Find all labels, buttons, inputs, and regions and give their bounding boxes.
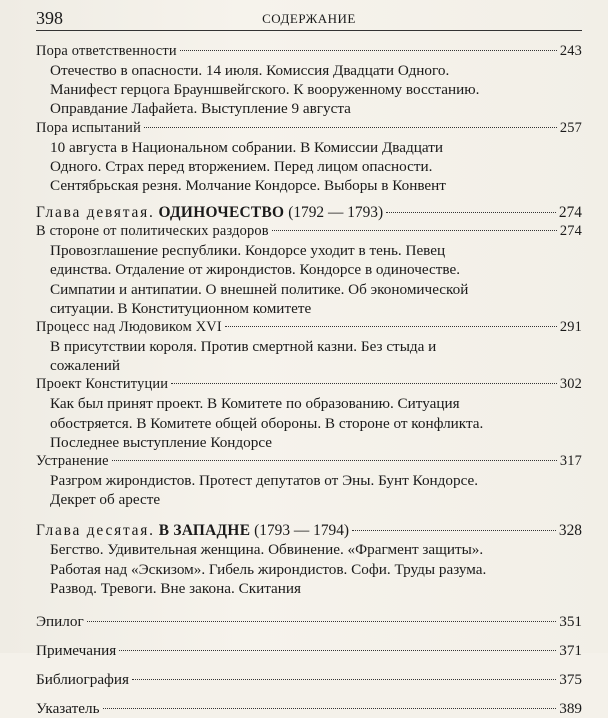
toc-entry	[36, 641, 582, 660]
toc-spacer	[36, 689, 582, 699]
toc-spacer	[36, 509, 582, 521]
toc-entry-description: Бегство. Удивительная женщина. Обвинение. «Фрагмент защиты».	[50, 541, 484, 559]
table-of-contents	[36, 42, 582, 718]
toc-page-number: 317	[559, 453, 582, 470]
toc-entry	[36, 318, 582, 375]
toc-entry-description: сожалений	[50, 357, 121, 375]
toc-entry-title: Примечания	[36, 642, 117, 660]
toc-entry	[36, 521, 582, 598]
toc-entry-title: Пора ответственности	[36, 43, 177, 59]
dot-leader	[144, 127, 557, 128]
toc-page-number: 274	[559, 223, 582, 240]
toc-spacer	[36, 660, 582, 670]
toc-entry	[36, 452, 582, 509]
page-header	[36, 8, 582, 31]
toc-entry-line	[36, 452, 582, 471]
toc-entry-line	[36, 641, 582, 660]
chapter-title: ОДИНОЧЕСТВО	[158, 204, 285, 222]
toc-entry	[36, 612, 582, 631]
toc-entry	[36, 699, 582, 718]
toc-page-number: 328	[558, 522, 582, 540]
toc-entry	[36, 670, 582, 689]
toc-entry-title	[36, 203, 383, 222]
toc-entry-description: Работая над «Эскизом». Гибель жирондистов. Софи. Труды разума.	[50, 560, 487, 578]
toc-page-number: 243	[559, 43, 582, 59]
toc-entry-description: Как был принят проект. В Комитете по образованию. Ситуация	[50, 395, 460, 413]
toc-entry-description: Одного. Страх перед вторжением. Перед лицом опасности.	[50, 157, 433, 175]
toc-entry	[36, 203, 582, 222]
toc-page-number: 351	[559, 613, 582, 631]
chapter-label: Глава девятая.	[36, 204, 155, 222]
toc-entry-title: Процесс над Людовиком XVI	[36, 319, 222, 336]
toc-entry-line	[36, 222, 582, 241]
toc-spacer	[36, 631, 582, 641]
toc-entry-line	[36, 318, 582, 337]
toc-entry	[36, 375, 582, 452]
toc-entry-line	[36, 670, 582, 689]
toc-entry-line	[36, 612, 582, 631]
dot-leader	[132, 679, 556, 680]
toc-entry-description: Симпатии и антипатии. О внешней политике. Об экономической	[50, 280, 469, 298]
toc-entry-description: Провозглашение республики. Кондорсе уходит в тень. Певец	[50, 242, 446, 260]
toc-entry-title	[36, 521, 349, 540]
toc-entry-description: Последнее выступление Кондорсе	[50, 433, 272, 451]
toc-entry-description: Манифест герцога Брауншвейгского. К вооруженному восстанию.	[50, 81, 480, 99]
dot-leader	[352, 530, 556, 531]
toc-entry-line	[36, 375, 582, 394]
toc-page-number: 274	[558, 204, 582, 222]
chapter-label: Глава десятая.	[36, 522, 155, 540]
toc-entry	[36, 222, 582, 318]
toc-page-number: 375	[559, 671, 582, 689]
toc-page-number: 257	[559, 119, 582, 136]
toc-page-number: 291	[559, 319, 582, 336]
toc-entry	[36, 42, 582, 119]
toc-entry-title: Указатель	[36, 700, 100, 718]
toc-entry-title: Пора испытаний	[36, 119, 141, 136]
toc-page-number: 371	[559, 642, 582, 660]
toc-entry-description: Развод. Тревоги. Вне закона. Скитания	[50, 579, 302, 597]
page-number: 398	[36, 8, 63, 28]
toc-entry-description: Отечество в опасности. 14 июля. Комиссия Двадцати Одного.	[50, 62, 450, 79]
toc-entry-description: обостряется. В Комитете общей обороны. В стороне от конфликта.	[50, 414, 484, 432]
toc-entry-title: Проект Конституции	[36, 376, 169, 393]
dot-leader	[171, 383, 557, 384]
toc-entry-line	[36, 699, 582, 718]
toc-entry-description: Сентябрьская резня. Молчание Кондорсе. Выборы в Конвент	[50, 177, 446, 195]
toc-spacer	[36, 195, 582, 203]
running-head: СОДЕРЖАНИЕ	[262, 11, 356, 26]
toc-entry-title: Устранение	[36, 453, 109, 470]
toc-entry-line	[36, 119, 582, 138]
toc-entry-description: Декрет об аресте	[50, 491, 161, 509]
chapter-years: (1792 — 1793)	[288, 204, 384, 222]
toc-entry-line	[36, 203, 582, 222]
dot-leader	[119, 650, 556, 651]
dot-leader	[272, 230, 557, 231]
toc-page-number: 389	[559, 700, 582, 718]
dot-leader	[112, 460, 557, 461]
toc-entry	[36, 119, 582, 196]
toc-entry-title: В стороне от политических раздоров	[36, 223, 269, 240]
toc-entry-description: В присутствии короля. Против смертной казни. Без стыда и	[50, 338, 437, 356]
chapter-title: В ЗАПАДНЕ	[158, 522, 251, 540]
chapter-years: (1793 — 1794)	[254, 522, 350, 540]
toc-entry-description: Разгром жирондистов. Протест депутатов от Эны. Бунт Кондорсе.	[50, 472, 479, 490]
dot-leader	[103, 708, 557, 709]
toc-entry-title: Библиография	[36, 671, 130, 689]
dot-leader	[225, 326, 557, 327]
toc-page-number: 302	[559, 376, 582, 393]
dot-leader	[180, 50, 557, 51]
toc-entry-description: единства. Отдаление от жирондистов. Кондорсе в одиночестве.	[50, 261, 461, 279]
toc-entry-description: 10 августа в Национальном собрании. В Комиссии Двадцати	[50, 138, 443, 156]
toc-spacer	[36, 598, 582, 612]
dot-leader	[87, 621, 557, 622]
toc-entry-description: Оправдание Лафайета. Выступление 9 августа	[50, 100, 351, 118]
toc-entry-line	[36, 42, 582, 61]
dot-leader	[386, 212, 556, 213]
toc-entry-line	[36, 521, 582, 540]
toc-entry-title: Эпилог	[36, 613, 84, 631]
toc-entry-description: ситуации. В Конституционном комитете	[50, 299, 312, 317]
